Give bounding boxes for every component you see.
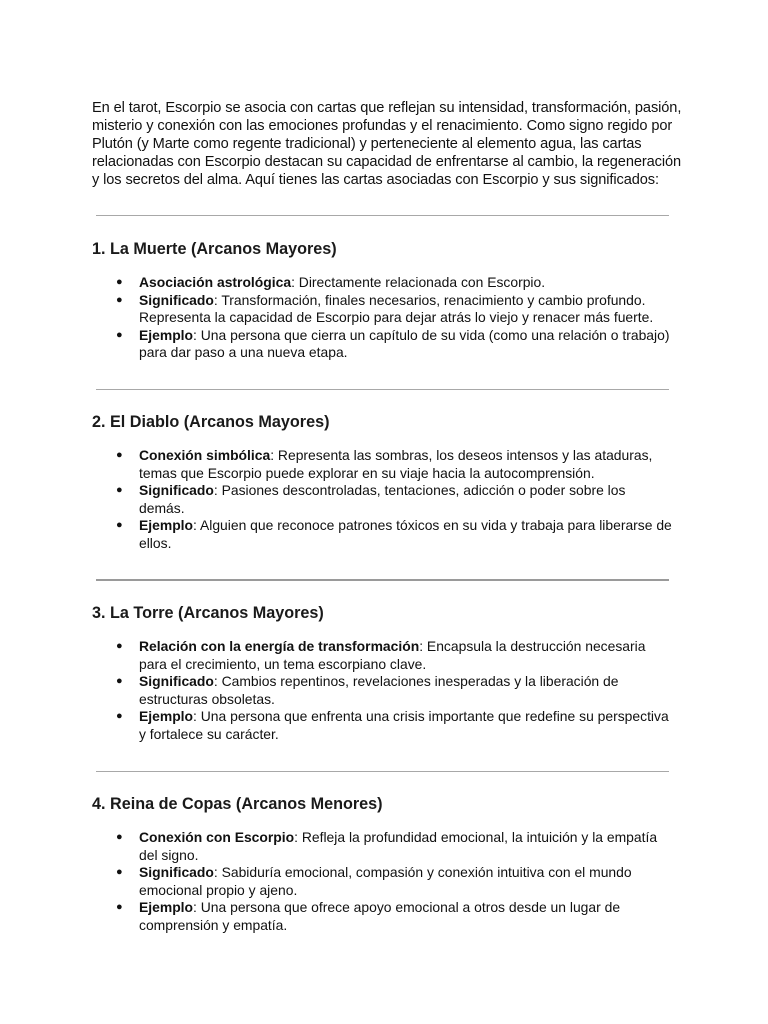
- item-text: : Representa las sombras, los deseos intensos y las ataduras, temas que Escorpio puede explorar en su viaje hacia la autocomprensión.: [139, 447, 653, 481]
- bullet-list-la-muerte: [116, 274, 672, 362]
- item-label: Relación con la energía de transformación: [139, 638, 420, 654]
- intro-paragraph: En el tarot, Escorpio se asocia con cartas que reflejan su intensidad, transformación, pasión, misterio y conexión con las emociones profundas y el renacimiento. Como signo regido por Plutón (y Marte como regente tradicional) y perteneciente al elemento agua, las cartas relacionadas con Escorpio destacan su capacidad de enfrentarse al cambio, la regeneración y los secretos del alma. Aquí tienes las cartas asociadas con Escorpio y sus significados:: [92, 100, 682, 188]
- section-divider: [96, 771, 669, 772]
- item-label: Ejemplo: [139, 517, 194, 533]
- item-label: Ejemplo: [139, 708, 194, 724]
- bullet-icon: ●: [116, 276, 123, 288]
- bullet-icon: ●: [116, 484, 123, 496]
- bullet-icon: ●: [116, 831, 123, 843]
- list-item: [116, 673, 672, 708]
- bullet-list-el-diablo: [116, 447, 672, 552]
- item-text: : Una persona que enfrenta una crisis importante que redefine su perspectiva y fortalece su carácter.: [139, 708, 669, 742]
- list-item: [116, 638, 672, 673]
- item-text: : Pasiones descontroladas, tentaciones, adicción o poder sobre los demás.: [139, 482, 626, 516]
- bullet-icon: ●: [116, 293, 123, 306]
- item-text: : Transformación, finales necesarios, renacimiento y cambio profundo. Representa la capacidad de Escorpio para dejar atrás lo viejo y renacer más fuerte.: [139, 291, 654, 325]
- section-title-reina-de-copas: 4. Reina de Copas (Arcanos Menores): [92, 795, 383, 813]
- item-label: Conexión simbólica: [139, 447, 271, 463]
- list-item: [116, 292, 672, 327]
- list-item: [116, 864, 672, 899]
- list-item: [116, 274, 672, 292]
- item-label: Asociación astrológica: [139, 274, 292, 290]
- section-title-la-muerte: 1. La Muerte (Arcanos Mayores): [92, 240, 337, 258]
- item-text: : Directamente relacionada con Escorpio.: [291, 274, 546, 290]
- bullet-icon: ●: [116, 640, 123, 652]
- bullet-icon: ●: [116, 328, 123, 341]
- item-text: : Una persona que ofrece apoyo emocional a otros desde un lugar de comprensión y empatía.: [139, 899, 621, 933]
- list-item: [116, 899, 672, 934]
- bullet-list-reina-de-copas: [116, 829, 672, 934]
- section-title-el-diablo: 2. El Diablo (Arcanos Mayores): [92, 413, 330, 431]
- list-item: [116, 482, 672, 517]
- item-label: Conexión con Escorpio: [139, 829, 295, 845]
- section-title-la-torre: 3. La Torre (Arcanos Mayores): [92, 604, 324, 622]
- section-divider: [96, 389, 669, 390]
- item-text: : Sabiduría emocional, compasión y conexión intuitiva con el mundo emocional propio y ajeno.: [139, 864, 632, 898]
- bullet-icon: ●: [116, 675, 123, 687]
- item-label: Significado: [139, 482, 214, 498]
- section-divider: [96, 215, 669, 216]
- item-label: Significado: [139, 864, 214, 880]
- item-label: Ejemplo: [139, 326, 194, 343]
- bullet-icon: ●: [116, 519, 123, 531]
- section-divider: [96, 579, 669, 581]
- item-text: : Una persona que cierra un capítulo de su vida (como una relación o trabajo) para dar paso a una nueva etapa.: [139, 326, 670, 360]
- bullet-icon: ●: [116, 710, 123, 722]
- list-item: [116, 517, 672, 552]
- bullet-icon: ●: [116, 901, 123, 913]
- item-text: : Alguien que reconoce patrones tóxicos en su vida y trabaja para liberarse de ellos.: [139, 517, 672, 551]
- item-text: : Cambios repentinos, revelaciones inesperadas y la liberación de estructuras obsoletas.: [139, 673, 619, 707]
- bullet-list-la-torre: [116, 638, 672, 743]
- list-item: [116, 829, 672, 864]
- item-label: Ejemplo: [139, 899, 194, 915]
- bullet-icon: ●: [116, 449, 123, 461]
- list-item: [116, 327, 672, 362]
- list-item: [116, 708, 672, 743]
- bullet-icon: ●: [116, 866, 123, 878]
- list-item: [116, 447, 672, 482]
- item-label: Significado: [139, 291, 214, 308]
- item-text: : Refleja la profundidad emocional, la intuición y la empatía del signo.: [139, 829, 658, 863]
- item-text: : Encapsula la destrucción necesaria para el crecimiento, un tema escorpiano clave.: [139, 638, 646, 672]
- item-label: Significado: [139, 673, 214, 689]
